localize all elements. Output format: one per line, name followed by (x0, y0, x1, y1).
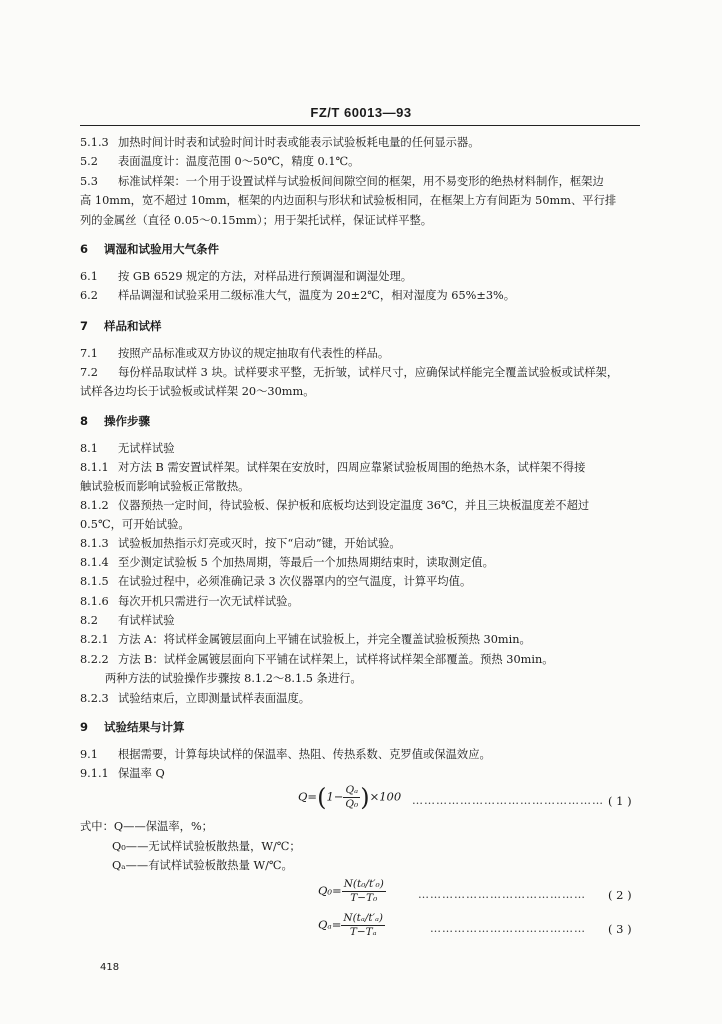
formula-3-fraction (341, 912, 385, 939)
clause-text: 按照产品标准或双方协议的规定抽取有代表性的样品。 (118, 347, 390, 360)
clause-text: 试验结束后，立即测量试样表面温度。 (118, 692, 311, 705)
formula-2-lhs: Q₀= (318, 883, 342, 898)
body-line (80, 440, 640, 458)
formula-3-leader: ………………………………… (430, 922, 586, 935)
clause-number: 8.2.3 (80, 692, 109, 705)
clause-text: 无试样试验 (118, 442, 175, 455)
body-line (80, 134, 640, 152)
clause-number: 8.1.4 (80, 556, 109, 569)
formula-2-numerator: N(t₀/t′₀) (343, 878, 384, 890)
formula-1-number: ( 1 ) (608, 794, 632, 808)
body-line (80, 554, 640, 572)
clause-number: 7 (80, 319, 89, 333)
where-text: 有试样试验板散热量 W/℃。 (148, 859, 293, 872)
clause-text: 保温率 Q (118, 767, 165, 780)
clause-number: 7.1 (80, 347, 98, 360)
clause-text: 高 10mm，宽不超过 10mm，框架的内边面积与形状和试验板相同，在框架上方有间距为 50mm、平行排 (80, 194, 617, 207)
clause-text: 试样各边均长于试验板或试样架 20～30mm。 (80, 385, 315, 398)
clause-number: 8.2.2 (80, 653, 109, 666)
clause-number: 8.2.1 (80, 633, 109, 646)
clause-number: 8.1 (80, 442, 98, 455)
body-line (80, 268, 640, 286)
formula-1: Q=(1− $\frac{\text{Qₐ}}{\text{Q₀}}$ )×100 (298, 783, 402, 812)
clause-text: 对方法 B 需安置试样架。试样架在安放时，四周应靠紧试验板周围的绝热木条，试样架不得接 (118, 461, 586, 474)
body-line (105, 670, 665, 688)
clause-text: 试验板加热指示灯亮或灭时，按下“启动”键，开始试验。 (118, 537, 401, 550)
body-line (80, 364, 640, 382)
section-heading (80, 412, 640, 430)
clause-text: 方法 A：将试样金属镀层面向上平铺在试验板上，并完全覆盖试验板预热 30min。 (118, 633, 531, 646)
clause-number: 6.1 (80, 270, 98, 283)
clause-text: 标准试样架：一个用于设置试样与试验板间间隙空间的框架，用不易变形的绝热材料制作，框架边 (118, 175, 604, 188)
formula-2-leader: …………………………………… (418, 888, 586, 901)
clause-text: 方法 B：试样金属镀层面向下平铺在试样架上，试样将试样架全部覆盖。预热 30min。 (118, 653, 554, 666)
clause-text: 加热时间计时表和试验时间计时表或能表示试验板耗电量的任何显示器。 (118, 136, 480, 149)
clause-text: 样品调湿和试验采用二级标准大气，温度为 20±2℃，相对湿度为 65%±3%。 (118, 289, 516, 302)
formula-1-tail: ×100 (369, 789, 402, 804)
clause-number: 7.2 (80, 366, 98, 379)
standard-code: FZ/T 60013—93 (310, 105, 412, 120)
body-line (80, 173, 640, 191)
body-line (80, 478, 640, 496)
formula-2-number: ( 2 ) (608, 888, 632, 902)
section-heading (80, 317, 640, 335)
formula-2-denominator: T−T₀ (350, 892, 378, 904)
clause-number: 5.1.3 (80, 136, 109, 149)
formula-1-one: 1− (326, 789, 344, 804)
body-line (80, 651, 640, 669)
clause-number: 9.1 (80, 748, 98, 761)
where-symbol: 式中：Q—— (80, 820, 146, 833)
body-line (80, 573, 640, 591)
clause-number: 8.1.2 (80, 499, 109, 512)
section-heading (80, 718, 640, 736)
clause-number: 9.1.1 (80, 767, 109, 780)
body-line (80, 212, 640, 230)
clause-number: 8.1.6 (80, 595, 109, 608)
where-symbol: Q₀—— (112, 840, 149, 853)
formula-3-number: ( 3 ) (608, 922, 632, 936)
body-line (80, 153, 640, 171)
formula-1-lhs: Q= (298, 789, 318, 804)
clause-number: 6 (80, 242, 89, 256)
clause-text: 每份样品取试样 3 块。试样要求平整，无折皱，试样尺寸，应确保试样能完全覆盖试验板或试样架， (118, 366, 619, 379)
body-line (80, 631, 640, 649)
clause-text: 仪器预热一定时间，待试验板、保护板和底板均达到设定温度 36℃，并且三块板温度差不超过 (118, 499, 590, 512)
where-line-1 (80, 818, 640, 836)
formula-1-leader: ………………………………………… (412, 794, 604, 807)
clause-number: 6.2 (80, 289, 98, 302)
clause-text: 试验结果与计算 (104, 720, 185, 734)
where-symbol: Qₐ—— (112, 859, 149, 872)
formula-3-lhs: Qₐ= (318, 917, 342, 932)
formula-1-denominator: Q₀ (345, 798, 359, 810)
body-line (80, 765, 640, 783)
clause-number: 8.1.3 (80, 537, 109, 550)
clause-number: 8.2 (80, 614, 98, 627)
body-line (80, 535, 640, 553)
clause-text: 两种方法的试验操作步骤按 8.1.2～8.1.5 条进行。 (105, 672, 362, 685)
formula-3 (318, 912, 385, 939)
clause-text: 表面温度计：温度范围 0～50℃，精度 0.1℃。 (118, 155, 360, 168)
formula-3-numerator: N(tₐ/t′ₐ) (343, 912, 384, 924)
where-text: 保温率，%； (145, 820, 213, 833)
body-line (80, 746, 640, 764)
clause-number: 8.1.1 (80, 461, 109, 474)
body-line (80, 593, 640, 611)
clause-text: 在试验过程中，必须准确记录 3 次仪器罩内的空气温度，计算平均值。 (118, 575, 472, 588)
formula-1-numerator: Qₐ (343, 784, 360, 798)
clause-text: 调湿和试验用大气条件 (104, 242, 219, 256)
where-text: 无试样试验板散热量，W/℃； (148, 840, 301, 853)
clause-number: 5.3 (80, 175, 98, 188)
clause-number: 8.1.5 (80, 575, 109, 588)
body-line (80, 497, 640, 515)
body-line (80, 383, 640, 401)
page-number: 418 (100, 962, 120, 973)
where-line-2 (112, 838, 672, 856)
formula-2 (318, 878, 386, 905)
clause-text: 有试样试验 (118, 614, 175, 627)
clause-number: 5.2 (80, 155, 98, 168)
body-line (80, 345, 640, 363)
body-line (80, 690, 640, 708)
clause-number: 9 (80, 720, 89, 734)
body-line (80, 192, 640, 210)
clause-text: 每次开机只需进行一次无试样试验。 (118, 595, 299, 608)
formula-2-fraction (342, 878, 386, 905)
clause-text: 列的金属丝（直径 0.05～0.15mm）；用于架托试样，保证试样平整。 (80, 214, 433, 227)
header-rule (80, 125, 640, 126)
clause-text: 0.5℃，可开始试验。 (80, 518, 190, 531)
body-line (80, 287, 640, 305)
body-line (80, 459, 640, 477)
clause-text: 按 GB 6529 规定的方法，对样品进行预调湿和调湿处理。 (118, 270, 413, 283)
clause-text: 根据需要，计算每块试样的保温率、热阻、传热系数、克罗值或保温效应。 (118, 748, 491, 761)
body-line (80, 612, 640, 630)
clause-number: 8 (80, 414, 89, 428)
body-line (80, 516, 640, 534)
clause-text: 触试验板而影响试验板正常散热。 (80, 480, 250, 493)
clause-text: 操作步骤 (104, 414, 150, 428)
formula-1-fraction (343, 784, 360, 811)
section-heading (80, 240, 640, 258)
clause-text: 至少测定试验板 5 个加热周期，等最后一个加热周期结束时，读取测定值。 (118, 556, 494, 569)
formula-3-denominator: T−Tₐ (349, 926, 377, 938)
where-line-3 (112, 857, 672, 875)
clause-text: 样品和试样 (104, 319, 162, 333)
